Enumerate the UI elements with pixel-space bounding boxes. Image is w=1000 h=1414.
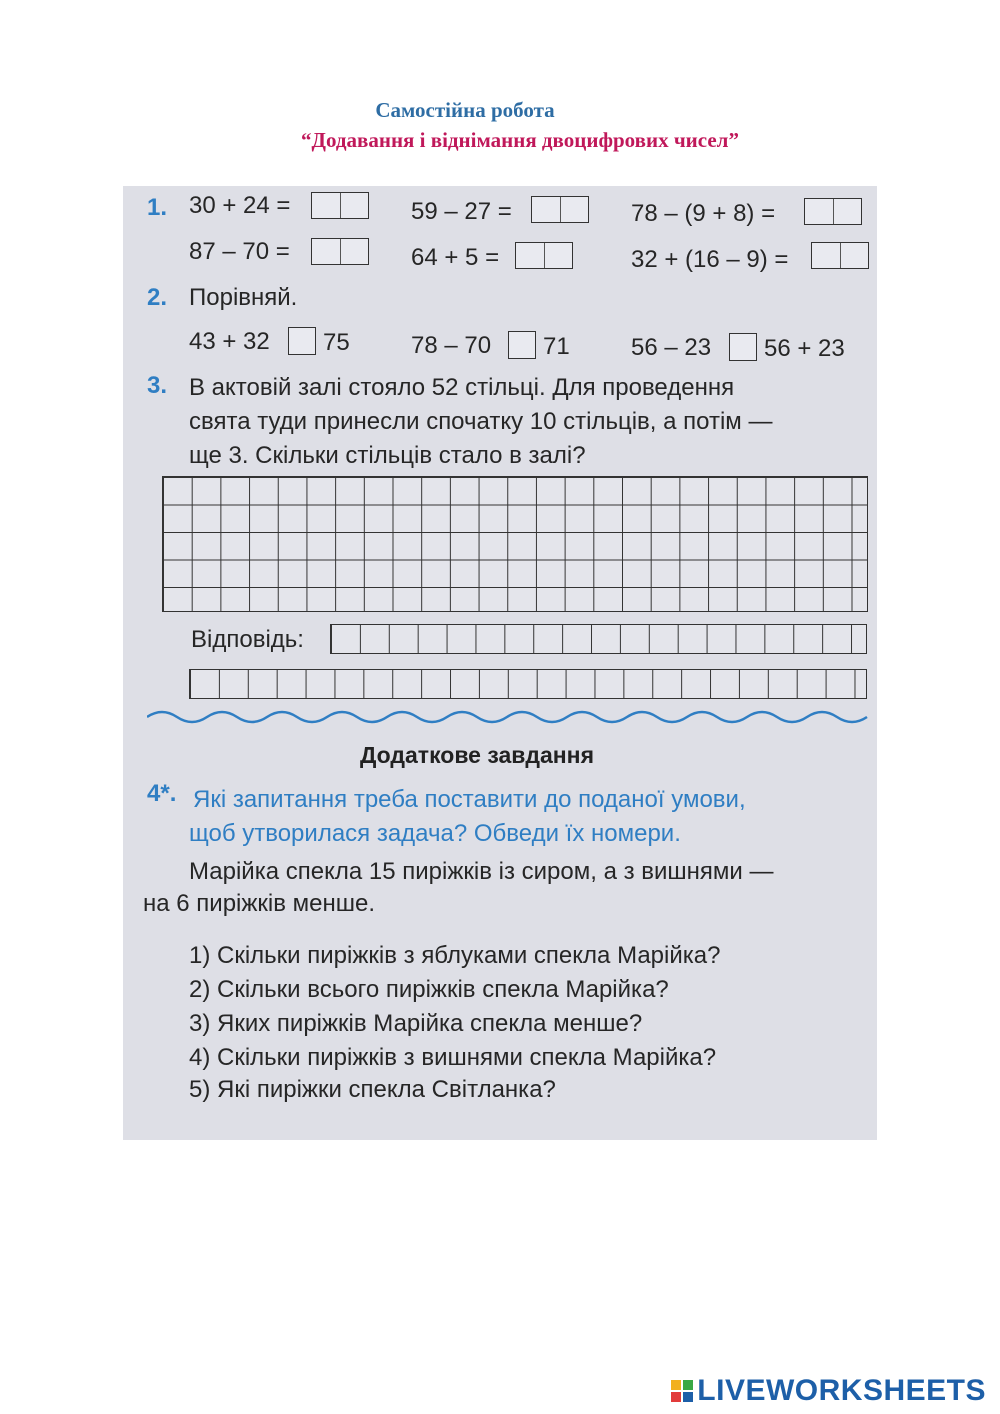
extra-task-heading: Додаткове завдання: [360, 742, 594, 768]
worksheet-title: Самостійна робота: [375, 98, 555, 122]
answer-field-line-2[interactable]: [189, 669, 867, 699]
task4-prompt-line-1: Які запитання треба поставити до поданої умови,: [193, 786, 746, 813]
task4-question-4[interactable]: 4) Скільки пиріжків з вишнями спекла Марійка?: [189, 1044, 717, 1071]
task2-left-1: 43 + 32: [189, 328, 270, 355]
task4-condition-line-2: на 6 пиріжків менше.: [143, 890, 376, 917]
task3-line-1: В актовій залі стояло 52 стільці. Для проведення: [189, 374, 735, 401]
task2-right-3: 56 + 23: [764, 335, 845, 362]
task2-compare-box-1[interactable]: [288, 327, 316, 355]
answer-label: Відповідь:: [191, 626, 304, 653]
task2-compare-box-2[interactable]: [508, 331, 536, 359]
task1-number: 1.: [147, 194, 168, 221]
task3-number: 3.: [147, 372, 168, 399]
task1-expr-3: 78 – (9 + 8) =: [631, 200, 776, 227]
task2-left-3: 56 – 23: [631, 334, 712, 361]
answer-field-line-1[interactable]: [330, 624, 867, 654]
task2-right-1: 75: [323, 329, 350, 356]
task3-line-3: ще 3. Скільки стільців стало в залі?: [189, 442, 586, 469]
task1-expr-2: 59 – 27 =: [411, 198, 512, 225]
task1-expr-5: 64 + 5 =: [411, 244, 500, 271]
task1-answer-box-6[interactable]: [811, 242, 869, 269]
task4-question-1[interactable]: 1) Скільки пиріжків з яблуками спекла Марійка?: [189, 942, 721, 969]
task4-prompt-line-2: щоб утворилася задача? Обведи їх номери.: [189, 820, 681, 847]
task1-answer-box-3[interactable]: [804, 198, 862, 225]
worksheet-subtitle: “Додавання і віднімання двоцифрових чисел”: [301, 128, 739, 152]
task2-number: 2.: [147, 284, 168, 311]
task4-question-3[interactable]: 3) Яких пиріжків Марійка спекла менше?: [189, 1010, 643, 1037]
task1-expr-4: 87 – 70 =: [189, 238, 290, 265]
task4-condition-line-1: Марійка спекла 15 пиріжків із сиром, а з вишнями —: [189, 858, 774, 885]
task1-answer-box-5[interactable]: [515, 242, 573, 269]
task2-prompt: Порівняй.: [189, 284, 298, 311]
solution-grid[interactable]: [162, 476, 868, 612]
task1-expr-6: 32 + (16 – 9) =: [631, 246, 789, 273]
task4-question-2[interactable]: 2) Скільки всього пиріжків спекла Марійка?: [189, 976, 669, 1003]
task3-line-2: свята туди принесли спочатку 10 стільців, а потім —: [189, 408, 773, 435]
task2-right-2: 71: [543, 333, 570, 360]
task1-answer-box-2[interactable]: [531, 196, 589, 223]
task2-left-2: 78 – 70: [411, 332, 492, 359]
liveworksheets-footer: [671, 1374, 986, 1408]
textbook-page: [123, 186, 877, 1140]
task4-number: 4*.: [147, 780, 177, 807]
task1-expr-1: 30 + 24 =: [189, 192, 291, 219]
task2-compare-box-3[interactable]: [729, 333, 757, 361]
liveworksheets-logo-icon: [671, 1380, 693, 1402]
task1-answer-box-1[interactable]: [311, 192, 369, 219]
wave-divider: [147, 706, 873, 728]
task4-question-5[interactable]: 5) Які пиріжки спекла Світланка?: [189, 1076, 556, 1103]
footer-brand: LIVEWORKSHEETS: [697, 1374, 986, 1407]
task1-answer-box-4[interactable]: [311, 238, 369, 265]
